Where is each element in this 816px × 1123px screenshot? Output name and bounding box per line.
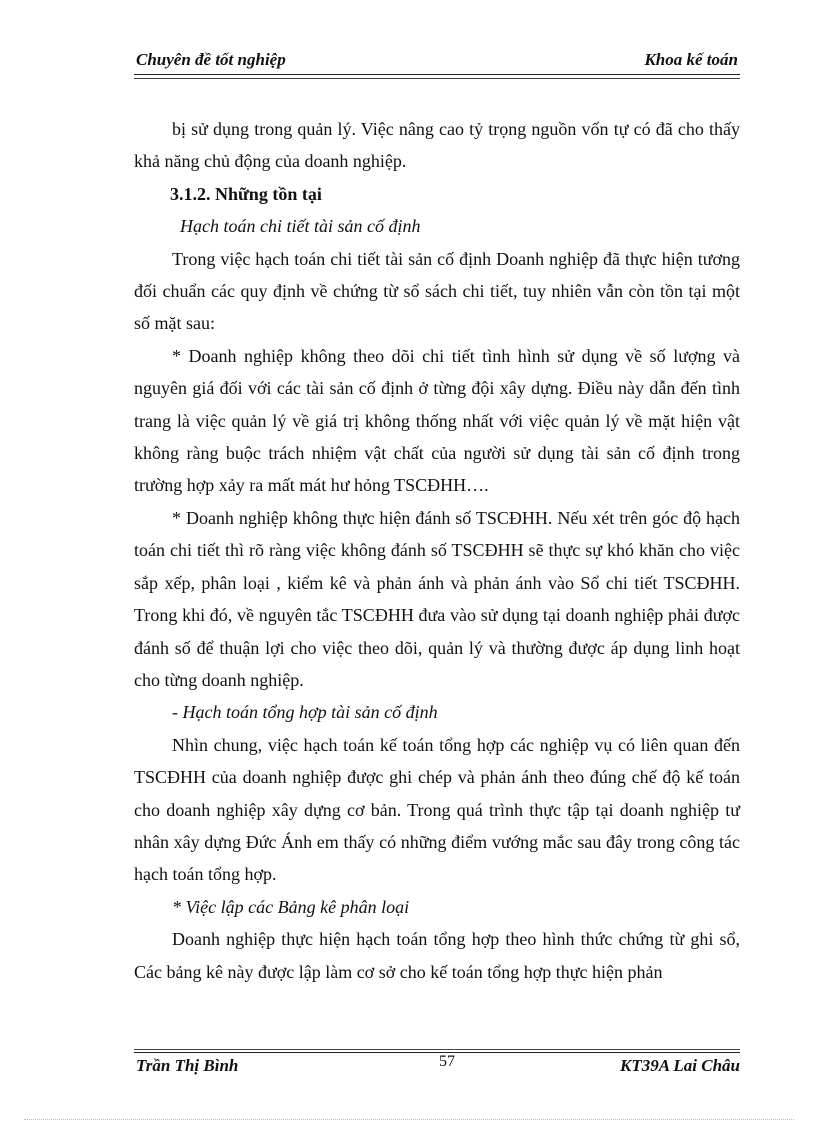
header-title-left: Chuyên đề tốt nghiệp — [136, 50, 286, 69]
footer-rule — [134, 1052, 740, 1053]
paragraph-5: Nhìn chung, việc hạch toán kế toán tổng hợp các nghiệp vụ có liên quan đến TSCĐHH của doanh nghiệp được ghi chép và phản ánh theo đúng chế độ kế toán cho doanh nghiệp xây dựng cơ bản. Trong quá trình thực tập tại doanh nghiệp tư nhân xây dựng Đức Ánh em thấy có những điểm vướng mắc sau đây trong công tác hạch toán tổng hợp. — [134, 734, 740, 885]
subheading-classification-tables: * Việc lập các Bảng kê phân loại — [172, 896, 410, 917]
footer-class: KT39A Lai Châu — [620, 1056, 740, 1075]
page-body — [134, 113, 740, 988]
paragraph-4: * Doanh nghiệp không thực hiện đánh số TSCĐHH. Nếu xét trên góc độ hạch toán chi tiết thì rõ ràng việc không đánh số TSCĐHH sẽ thực sự khó khăn cho việc sắp xếp, phân loại , kiểm kê và phản ánh và phản ánh vào Sổ chi tiết TSCĐHH. Trong khi đó, về nguyên tắc TSCĐHH đưa vào sử dụng tại doanh nghiệp phải được đánh số để thuận lợi cho việc theo dõi, quản lý và thường được áp dụng linh hoạt cho từng doanh nghiệp. — [134, 507, 740, 690]
subheading-general-accounting: - Hạch toán tổng hợp tài sản cố định — [172, 702, 438, 723]
section-heading: 3.1.2. Những tồn tại — [170, 183, 322, 204]
paragraph-1: bị sử dụng trong quản lý. Việc nâng cao tỷ trọng nguồn vốn tự có đã cho thấy khả năng chủ động của doanh nghiệp. — [134, 119, 740, 172]
header-rule — [134, 74, 740, 75]
page-edge-dots — [24, 1119, 794, 1120]
paragraph-6: Doanh nghiệp thực hiện hạch toán tổng hợp theo hình thức chứng từ ghi sổ, Các bảng kê này được lập làm cơ sở cho kế toán tổng hợp thực hiện phản — [134, 929, 740, 982]
footer-author: Trần Thị Bình — [136, 1056, 239, 1075]
header-rule-thin — [134, 78, 740, 79]
subheading-detail-accounting: Hạch toán chi tiết tài sản cố định — [180, 216, 421, 237]
paragraph-2: Trong việc hạch toán chi tiết tài sản cố định Doanh nghiệp đã thực hiện tương đối chuẩn các quy định về chứng từ sổ sách chi tiết, tuy nhiên vẫn còn tồn tại một số mặt sau: — [134, 248, 740, 334]
paragraph-3: * Doanh nghiệp không theo dõi chi tiết tình hình sử dụng về số lượng và nguyên giá đối với các tài sản cố định ở từng đội xây dựng. Điều này dẫn đến tình trang là việc quản lý về giá trị không thống nhất với việc quản lý về mặt hiện vật không ràng buộc trách nhiệm vật chất của người sử dụng tài sản cố định trong trường hợp xảy ra mất mát hư hỏng TSCĐHH…. — [134, 345, 740, 496]
header-title-right: Khoa kế toán — [644, 50, 738, 69]
footer-rule-thin — [134, 1049, 740, 1050]
page-number: 57 — [439, 1053, 455, 1070]
page-footer — [134, 1054, 740, 1080]
page-header — [134, 48, 738, 74]
